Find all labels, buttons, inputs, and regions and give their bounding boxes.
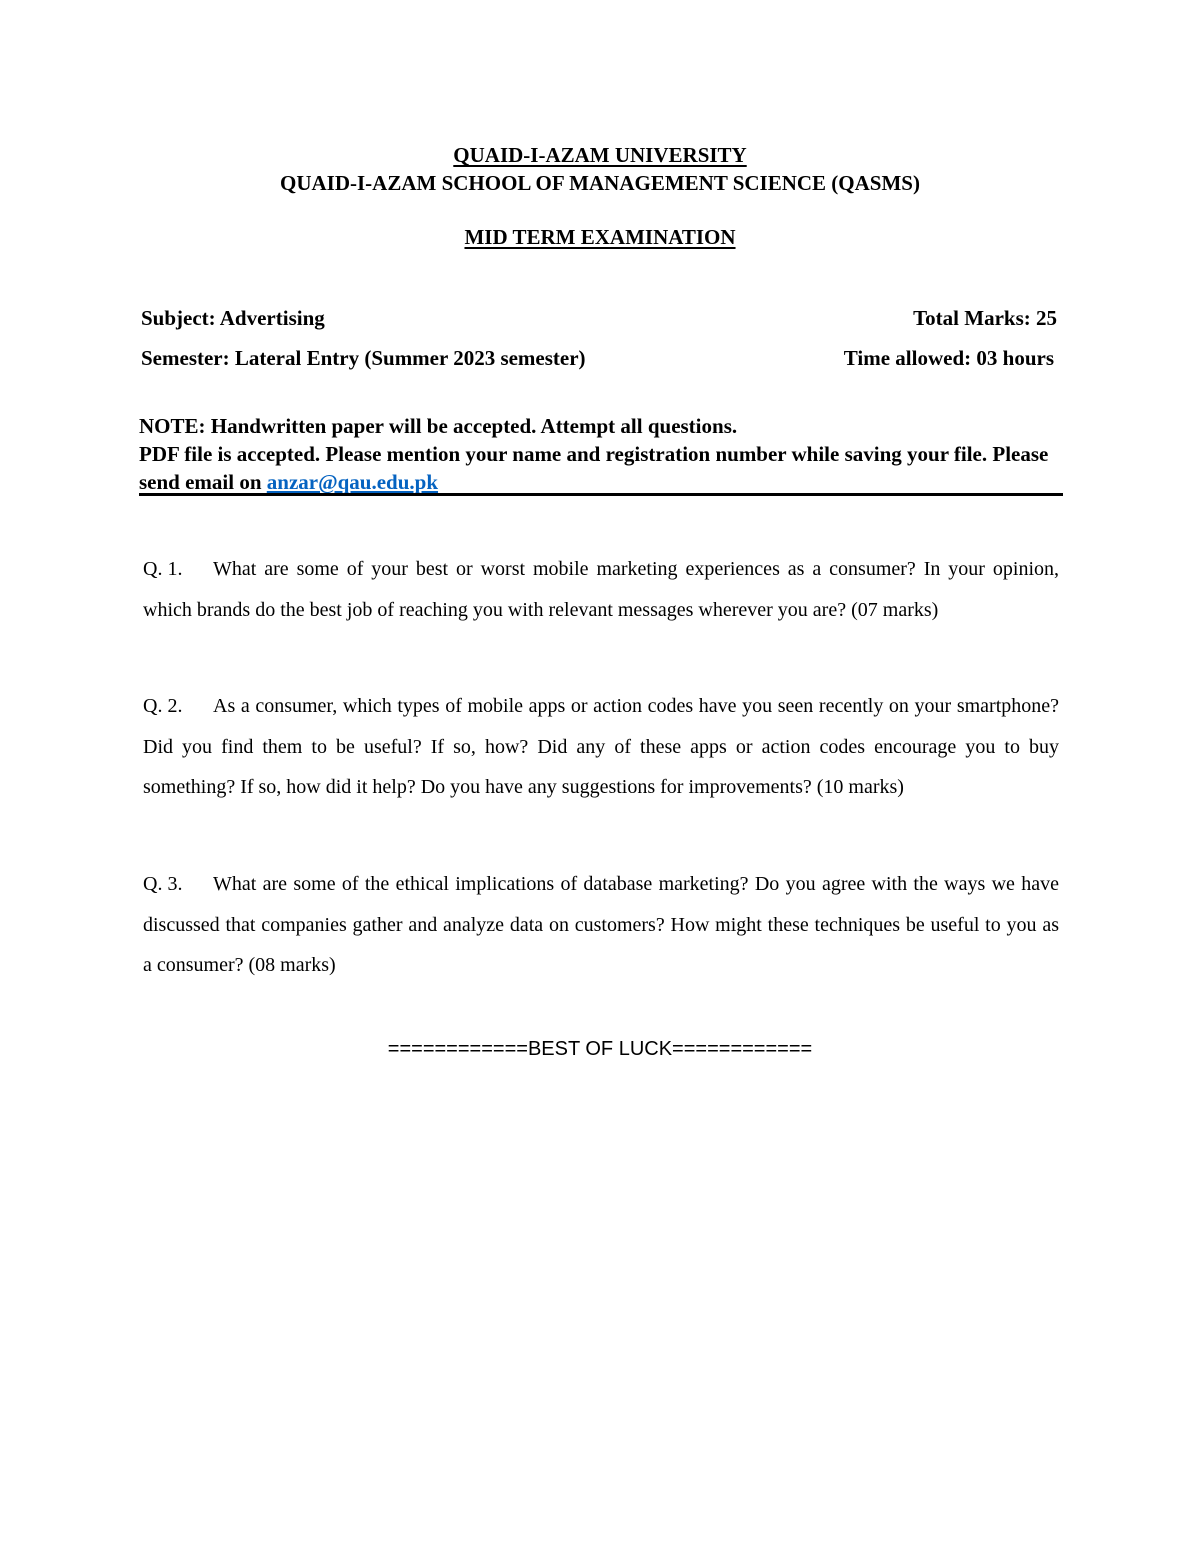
note-block <box>139 412 1064 496</box>
email-link[interactable]: anzar@qau.edu.pk <box>266 470 439 494</box>
question-number: Q. 1. <box>143 558 183 580</box>
question-text: What are some of the ethical implications of database marketing? Do you agree with the ways we have discussed that companies gather and analyze data on customers? How might these techniques be useful to you as a consumer? (08 marks) <box>143 873 1059 976</box>
time-allowed-label: Time allowed: 03 hours <box>843 346 1054 370</box>
question-text: As a consumer, which types of mobile apps or action codes have you seen recently on your smartphone? Did you find them to be useful? If so, how? Did any of these apps or action codes encourage you to buy something? If so, how did it help? Do you have any suggestions for improvements? (10 marks) <box>143 695 1059 798</box>
header-divider <box>139 493 1063 496</box>
question-1 <box>143 549 1059 630</box>
question-text: What are some of your best or worst mobile marketing experiences as a consumer? In your opinion, which brands do the best job of reaching you with relevant messages wherever you are? (07 marks) <box>143 558 1059 621</box>
total-marks-label: Total Marks: 25 <box>913 306 1057 330</box>
exam-title: MID TERM EXAMINATION <box>464 225 736 249</box>
subject-label: Subject: Advertising <box>141 306 325 330</box>
school-title: QUAID-I-AZAM SCHOOL OF MANAGEMENT SCIENCE (QASMS) <box>280 171 920 195</box>
note-line-1: NOTE: Handwritten paper will be accepted. Attempt all questions. <box>139 414 738 438</box>
question-3 <box>143 864 1059 986</box>
best-of-luck-footer: ============BEST OF LUCK============ <box>387 1038 813 1060</box>
question-2 <box>143 686 1059 808</box>
semester-label: Semester: Lateral Entry (Summer 2023 semester) <box>141 346 586 370</box>
note-line-2 <box>139 440 1064 496</box>
note-instructions: PDF file is accepted. Please mention your name and registration number while saving your file. Please send email on <box>139 442 1049 494</box>
university-title: QUAID-I-AZAM UNIVERSITY <box>453 143 747 167</box>
question-number: Q. 2. <box>143 695 183 717</box>
question-number: Q. 3. <box>143 873 183 895</box>
